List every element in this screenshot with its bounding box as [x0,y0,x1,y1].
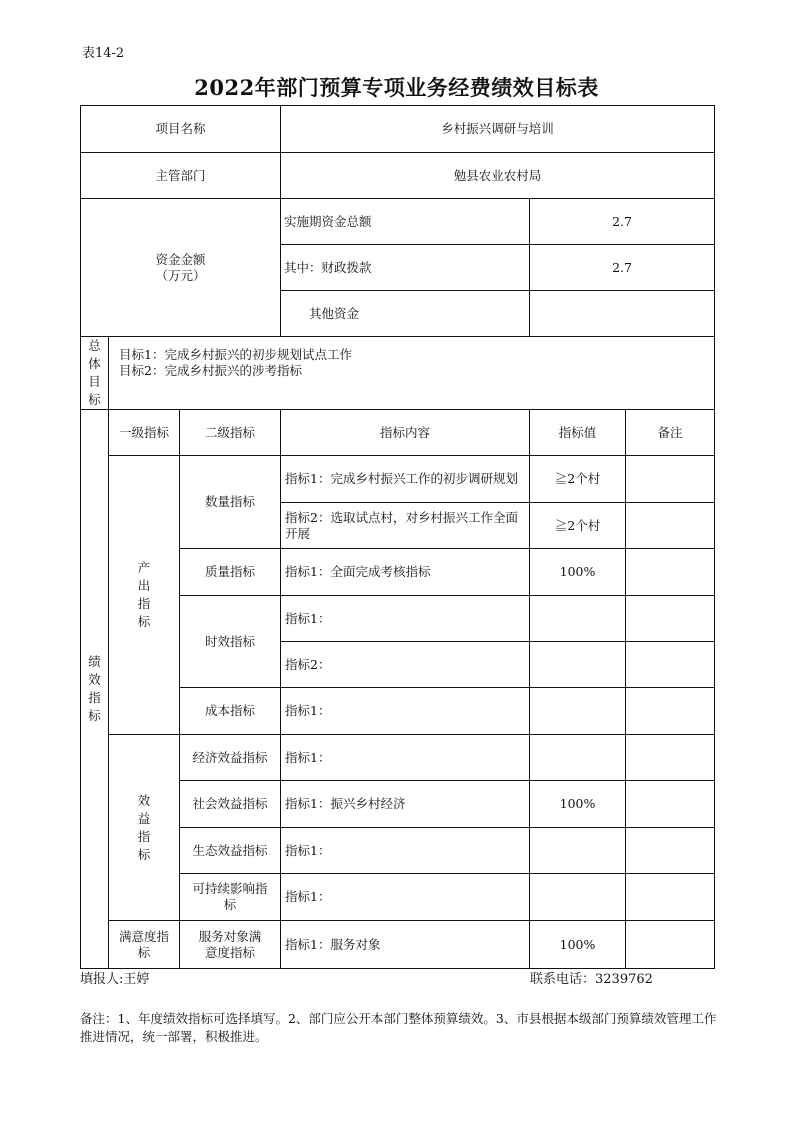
indicator-content: 指标2：选取试点村，对乡村振兴工作全面开展 [281,503,530,549]
goals-row [81,337,715,410]
department-row [81,153,715,199]
indicator-content: 指标1：完成乡村振兴工作的初步调研规划 [281,456,530,503]
indicator-value [530,642,626,688]
performance-target-table [80,105,715,969]
footnote: 备注：1、年度绩效指标可选择填写。2、部门应公开本部门整体预算绩效。3、市县根据本级部门预算绩效管理工作推进情况，统一部署，积极推进。 [80,1011,717,1044]
goal-item: 目标1：完成乡村振兴的初步规划试点工作 [119,347,352,362]
indicator-content: 指标1： [281,828,530,874]
funds-fiscal-value: 2.7 [530,245,715,291]
goal-item: 目标2：完成乡村振兴的涉考指标 [119,363,302,378]
indicators-section-label: 绩效指标 [81,410,109,969]
indicator-value: 100% [530,921,626,969]
indicator-content: 指标1：振兴乡村经济 [281,781,530,828]
funds-fiscal-label: 其中：财政拨款 [281,245,530,291]
indicator-content: 指标1： [281,688,530,735]
funds-total-row [81,199,715,245]
indicator-content: 指标1：全面完成考核指标 [281,549,530,596]
project-name-value: 乡村振兴调研与培训 [281,106,715,153]
funds-other-value [530,291,715,337]
indicator-value: ≧2个村 [530,503,626,549]
header-content: 指标内容 [281,410,530,456]
ecological-indicator-label: 生态效益指标 [180,828,281,874]
indicator-note [626,503,715,549]
indicator-value: 100% [530,781,626,828]
indicator-value [530,735,626,781]
header-level1: 一级指标 [109,410,180,456]
funds-label-text: 资金金额 [155,251,206,267]
indicator-content: 指标1： [281,874,530,921]
page-title: 2022年部门预算专项业务经费绩效目标表 [194,75,599,100]
timeliness-indicator-label: 时效指标 [180,596,281,688]
indicator-note [626,781,715,828]
indicator-content: 指标1： [281,735,530,781]
satisfaction-indicator-label: 满意度指标 [109,921,180,969]
funds-unit-text: （万元） [155,267,206,283]
indicator-value: ≧2个村 [530,456,626,503]
service-satisfaction-label: 服务对象满意度指标 [180,921,281,969]
indicator-value [530,596,626,642]
funds-label [81,199,281,337]
goals-label: 总体目标 [81,337,109,410]
indicator-header-row [81,410,715,456]
funds-other-label: 其他资金 [281,291,530,337]
table-row [81,921,715,969]
project-name-row [81,106,715,153]
benefit-indicator-label: 效益指标 [109,735,180,921]
indicator-note [626,688,715,735]
indicator-note [626,549,715,596]
department-label: 主管部门 [81,153,281,199]
indicator-content: 指标2： [281,642,530,688]
indicator-note [626,828,715,874]
project-name-label: 项目名称 [81,106,281,153]
indicator-note [626,921,715,969]
table-row [81,735,715,781]
sustainable-indicator-label: 可持续影响指标 [180,874,281,921]
indicator-content: 指标1： [281,596,530,642]
indicator-note [626,642,715,688]
output-indicator-label: 产出指标 [109,456,180,735]
social-indicator-label: 社会效益指标 [180,781,281,828]
table-row [81,456,715,503]
filler-name: 填报人:王婷 [80,972,150,987]
contact-phone: 联系电话：3239762 [530,972,653,987]
indicator-value [530,874,626,921]
funds-total-label: 实施期资金总额 [281,199,530,245]
indicator-value: 100% [530,549,626,596]
indicator-note [626,874,715,921]
quantity-indicator-label: 数量指标 [180,456,281,549]
economic-indicator-label: 经济效益指标 [180,735,281,781]
indicator-note [626,735,715,781]
indicator-value [530,828,626,874]
indicator-note [626,456,715,503]
funds-total-value: 2.7 [530,199,715,245]
quality-indicator-label: 质量指标 [180,549,281,596]
department-value: 勉县农业农村局 [281,153,715,199]
table-number-label: 表14-2 [82,46,125,61]
indicator-content: 指标1：服务对象 [281,921,530,969]
header-value: 指标值 [530,410,626,456]
cost-indicator-label: 成本指标 [180,688,281,735]
indicator-note [626,596,715,642]
indicator-value [530,688,626,735]
goals-content [109,337,715,410]
header-note: 备注 [626,410,715,456]
header-level2: 二级指标 [180,410,281,456]
